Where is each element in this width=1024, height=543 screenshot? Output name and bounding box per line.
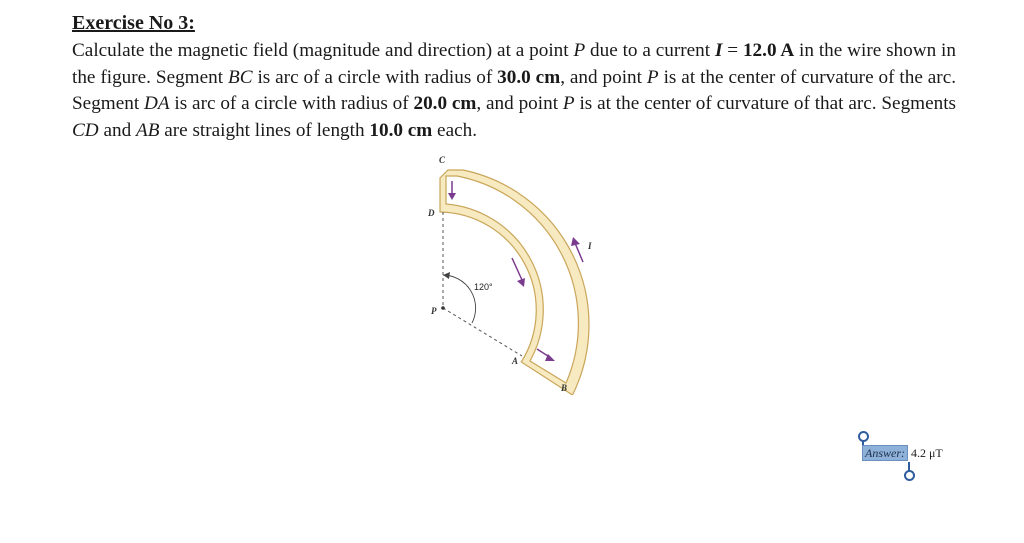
selection-stem-end xyxy=(908,462,910,471)
radius-pa-dashed xyxy=(443,308,522,356)
selection-handle-end[interactable] xyxy=(904,470,915,481)
point-p xyxy=(441,306,445,310)
label-c: C xyxy=(439,155,446,165)
answer-label-selected[interactable]: Answer: xyxy=(862,445,908,461)
label-p: P xyxy=(431,306,437,316)
angle-arc xyxy=(443,275,476,323)
label-angle: 120° xyxy=(474,282,493,292)
label-d: D xyxy=(428,208,435,218)
exercise-heading: Exercise No 3: xyxy=(72,12,195,34)
answer-value: 4.2 μT xyxy=(911,446,943,460)
current-arrow-da xyxy=(512,258,525,287)
answer-row xyxy=(862,446,943,461)
label-a: A xyxy=(512,356,519,366)
problem-statement: Calculate the magnetic field (magnitude and direction) at a point P due to a current I = 12.0 A in the wire shown in the figure. Segment BC is arc of a circle with radius of 30.0 cm, and point P is at the center of curvature of the arc. Segment DA is arc of a circle with radius of 20.0 cm, and point P is at the center of curvature of that arc. Segments CD and AB are straight lines of length 10.0 cm each. xyxy=(72,40,957,141)
label-i: I xyxy=(588,241,592,251)
angle-arrowhead xyxy=(443,272,450,279)
label-b: B xyxy=(561,383,568,393)
wire-figure xyxy=(400,145,620,395)
wire-inner-outline xyxy=(446,176,578,383)
